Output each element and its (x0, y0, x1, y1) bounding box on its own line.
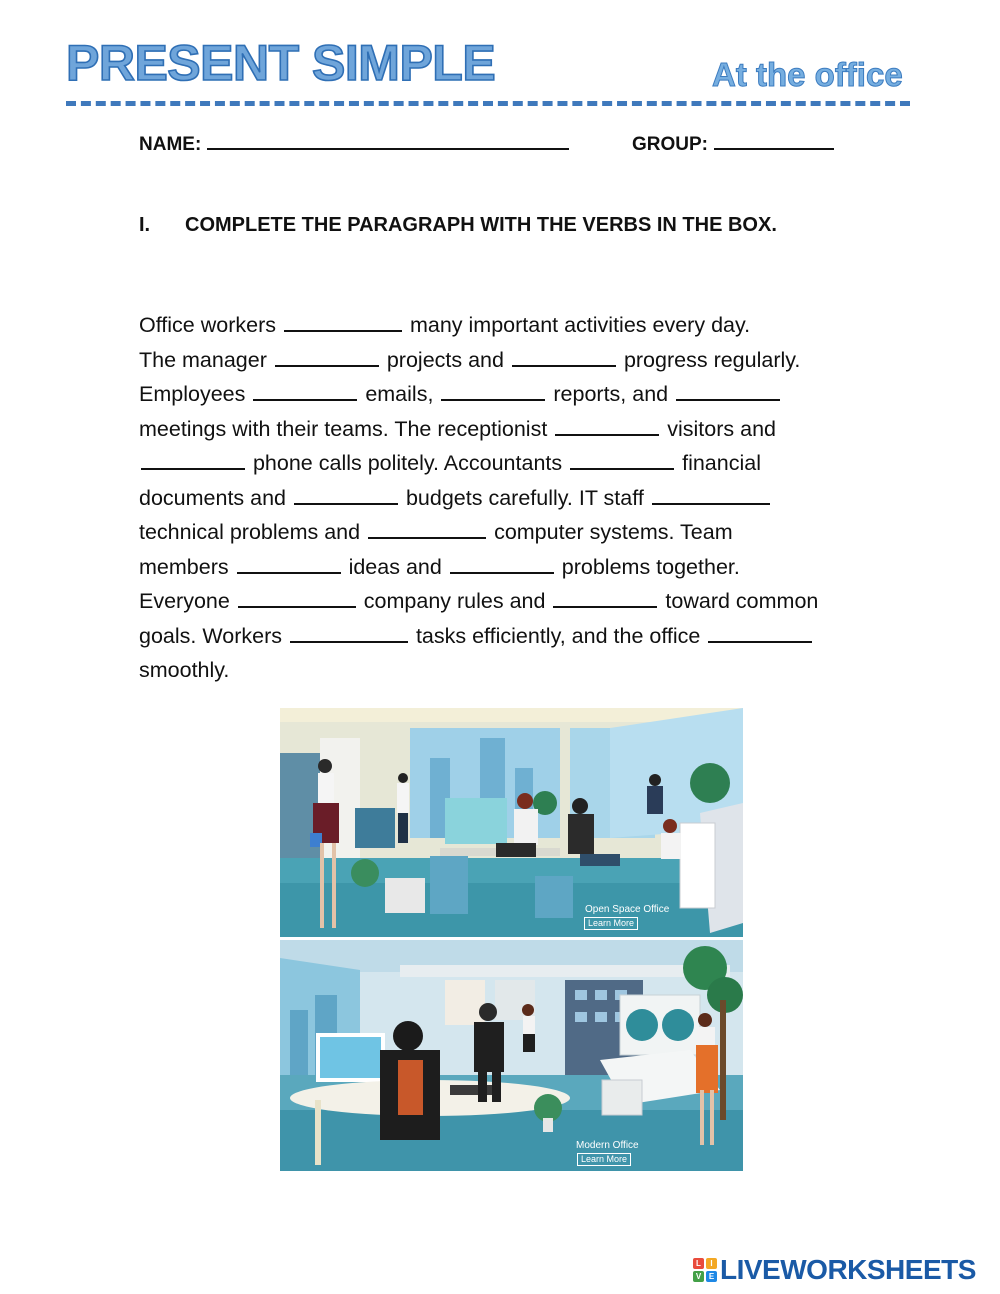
paragraph-text: meetings with their teams. The receptionist (139, 416, 548, 441)
logo-mark-v: V (693, 1271, 704, 1282)
exercise-heading (139, 212, 777, 238)
fill-in-blank[interactable] (238, 589, 356, 608)
fill-in-blank[interactable] (141, 451, 245, 470)
liveworksheets-logo-mark (693, 1258, 717, 1282)
paragraph-text: budgets carefully. IT staff (400, 485, 644, 510)
paragraph-text: Everyone (139, 589, 230, 613)
paragraph-line (139, 550, 899, 585)
name-field (139, 132, 569, 157)
paragraph-text: company rules and (357, 589, 546, 613)
modern-office-caption: Modern Office (576, 1140, 639, 1151)
paragraph-text: smoothly. (139, 658, 230, 682)
fill-in-blank[interactable] (290, 624, 408, 643)
group-label: GROUP: (632, 134, 708, 155)
paragraph-text: projects and (380, 347, 504, 372)
fill-in-blank[interactable] (512, 348, 616, 367)
paragraph-text: The manager (139, 347, 267, 372)
paragraph-text: documents and (139, 485, 287, 510)
exercise-number: I. (139, 214, 151, 236)
logo-mark-i: I (706, 1258, 717, 1269)
paragraph-text: toward common (659, 589, 819, 613)
title-divider (66, 101, 910, 106)
paragraph-text: Employees (139, 382, 246, 406)
worksheet-title: PRESENT SIMPLE (66, 35, 496, 91)
name-label: NAME: (139, 134, 202, 155)
paragraph-line (139, 619, 899, 654)
name-line[interactable] (207, 132, 569, 150)
paragraph-line (139, 343, 899, 378)
modern-office-image (280, 940, 743, 1171)
open-space-office-image (280, 708, 743, 937)
paragraph-text: goals. Workers (139, 623, 282, 648)
fill-in-blank[interactable] (652, 486, 770, 505)
worksheet-subtitle: At the office (712, 56, 903, 93)
paragraph-line (139, 308, 899, 343)
fill-in-blank[interactable] (441, 382, 545, 401)
liveworksheets-logo[interactable] (693, 1256, 976, 1284)
paragraph-text: emails, (359, 382, 434, 406)
fill-in-blank[interactable] (555, 417, 659, 436)
paragraph-text: problems together. (555, 554, 740, 579)
modern-office-illustration (280, 940, 743, 1171)
fill-in-blank[interactable] (450, 555, 554, 574)
fill-in-blank[interactable] (275, 348, 379, 367)
fill-in-blank[interactable] (253, 382, 357, 401)
paragraph-text: financial (676, 451, 761, 475)
paragraph-line (139, 584, 899, 619)
fill-in-blank[interactable] (676, 382, 780, 401)
fill-in-blank[interactable] (294, 486, 398, 505)
modern-office-learn-more-button[interactable]: Learn More (577, 1153, 631, 1166)
paragraph-text: Office workers (139, 313, 276, 337)
paragraph-line (139, 377, 899, 412)
fill-in-blank[interactable] (708, 624, 812, 643)
group-line[interactable] (714, 132, 834, 150)
logo-mark-e: E (706, 1271, 717, 1282)
paragraph-line (139, 515, 899, 550)
exercise-paragraph (139, 308, 899, 688)
fill-in-blank[interactable] (368, 520, 486, 539)
paragraph-text: reports, and (547, 382, 669, 406)
paragraph-text: many important activities every day. (403, 313, 751, 337)
paragraph-text: members (139, 554, 229, 579)
fill-in-blank[interactable] (284, 313, 402, 332)
paragraph-text: tasks efficiently, and the office (409, 623, 701, 648)
open-space-learn-more-button[interactable]: Learn More (584, 917, 638, 930)
paragraph-text: progress regularly. (617, 347, 801, 372)
paragraph-line (139, 481, 899, 516)
paragraph-text: technical problems and (139, 520, 361, 544)
paragraph-line (139, 412, 899, 447)
group-field (632, 132, 834, 157)
exercise-instruction: COMPLETE THE PARAGRAPH WITH THE VERBS IN THE BOX. (185, 214, 777, 236)
paragraph-text: ideas and (342, 554, 442, 579)
fill-in-blank[interactable] (553, 589, 657, 608)
paragraph-text: phone calls politely. Accountants (247, 451, 563, 475)
paragraph-text: visitors and (661, 416, 776, 441)
liveworksheets-logo-text: LIVEWORKSHEETS (720, 1254, 976, 1285)
paragraph-line (139, 446, 899, 481)
open-space-caption: Open Space Office (585, 904, 670, 915)
fill-in-blank[interactable] (237, 555, 341, 574)
open-space-office-illustration (280, 708, 743, 937)
fill-in-blank[interactable] (570, 451, 674, 470)
paragraph-line (139, 653, 899, 688)
logo-mark-l: L (693, 1258, 704, 1269)
paragraph-text: computer systems. Team (488, 520, 733, 544)
